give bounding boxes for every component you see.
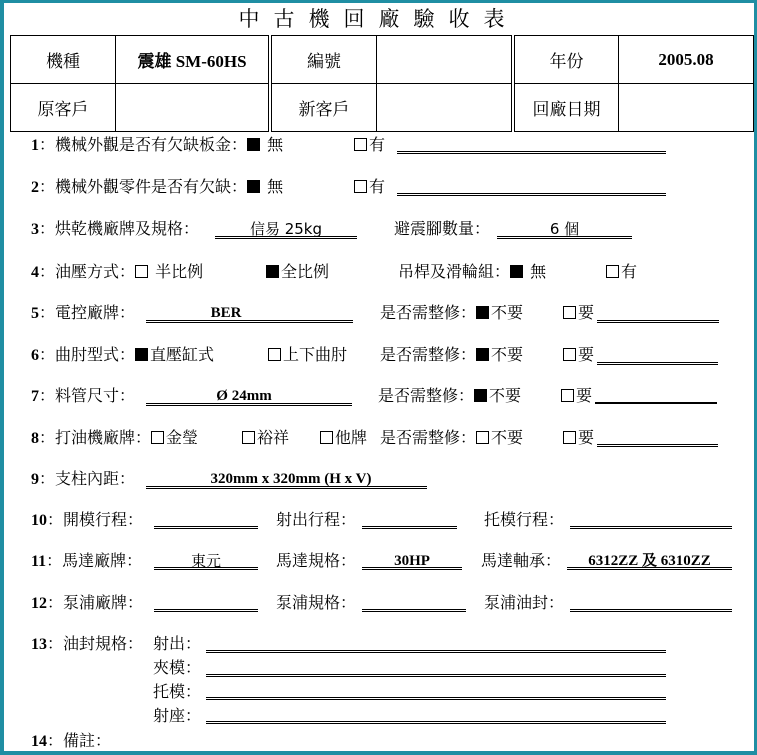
item-8-repair-line[interactable]	[597, 444, 718, 447]
checkbox-repair[interactable]	[563, 431, 576, 444]
ejector-stroke-line[interactable]	[570, 526, 732, 529]
tie-bar-distance-line	[146, 486, 427, 489]
tie-bar-distance-value[interactable]: 320mm x 320mm (H x V)	[210, 471, 372, 487]
seal-carriage-line[interactable]	[206, 721, 666, 724]
item-2	[31, 176, 283, 199]
motor-spec-line	[362, 567, 462, 570]
option-label: 不要	[491, 428, 524, 447]
repair-label: 是否需整修：	[380, 345, 477, 364]
option-label: 不要	[491, 345, 524, 364]
option-label: 要	[578, 345, 595, 364]
item-6-repair-line[interactable]	[597, 362, 718, 365]
header-table	[10, 35, 754, 132]
checkbox-repair[interactable]	[561, 389, 574, 402]
item-10	[31, 509, 143, 532]
seal-clamp-label: 夾模：	[153, 658, 202, 677]
checkbox-crane-none-checked[interactable]	[510, 265, 523, 278]
new-customer-value[interactable]	[377, 84, 514, 132]
option-label: 無	[530, 262, 547, 281]
item-number: 2	[31, 179, 39, 196]
new-customer-label: 新客戶	[270, 84, 377, 132]
form-title: 中古機回廠驗收表	[238, 7, 519, 31]
model-label: 機種	[11, 36, 116, 84]
year-label: 年份	[513, 36, 619, 84]
item-number: 13	[31, 636, 47, 653]
item-3	[31, 218, 199, 241]
item-5-repair-yes	[563, 302, 594, 324]
model-value[interactable]: 震雄 SM-60HS	[116, 36, 271, 84]
item-8	[31, 427, 198, 450]
checkbox-brand-jinying[interactable]	[151, 431, 164, 444]
item-label: ：油封規格：	[47, 634, 144, 653]
option-label: 他牌	[335, 428, 368, 447]
dryer-brand-value[interactable]: 信易 25kg	[249, 220, 323, 238]
item-label: ：打油機廠牌：	[39, 428, 152, 447]
motor-brand-line	[154, 567, 258, 570]
item-6-toggle	[268, 344, 347, 366]
repair-label: 是否需整修：	[380, 428, 477, 447]
option-label: 上下曲肘	[283, 345, 348, 364]
checkbox-no-repair-checked[interactable]	[476, 348, 489, 361]
checkbox-repair[interactable]	[563, 348, 576, 361]
serial-value[interactable]	[377, 36, 514, 84]
repair-label: 是否需整修：	[380, 303, 477, 322]
item-11	[31, 550, 142, 573]
item-1	[31, 134, 283, 157]
item-4-crane	[398, 261, 546, 283]
checkbox-crane-yes[interactable]	[606, 265, 619, 278]
item-label: ：支柱內距：	[39, 469, 136, 488]
item-7-repair-line[interactable]	[595, 402, 717, 404]
item-2-yes	[354, 176, 385, 198]
item-number: 10	[31, 512, 47, 529]
dryer-brand-line	[215, 236, 357, 239]
injection-stroke-line[interactable]	[362, 526, 457, 529]
year-value[interactable]: 2005.08	[619, 36, 754, 84]
orig-customer-value[interactable]	[116, 84, 271, 132]
item-number: 3	[31, 221, 39, 238]
item-number: 11	[31, 553, 47, 570]
item-7	[31, 385, 135, 408]
item-8-opt-c	[320, 427, 367, 449]
item-label: ：電控廠牌：	[39, 303, 136, 322]
option-label: 要	[576, 386, 593, 405]
item-label: ：料管尺寸：	[39, 386, 136, 405]
item-number: 14	[31, 733, 47, 750]
motor-bearing-line	[567, 567, 732, 570]
checkbox-repair[interactable]	[563, 306, 576, 319]
item-7-repair	[378, 385, 521, 407]
item-number: 9	[31, 471, 39, 488]
item-8-repair-yes	[563, 427, 594, 449]
pump-seal-line[interactable]	[570, 609, 732, 612]
item-4-full	[266, 261, 329, 283]
ejector-stroke-label: 托模行程：	[484, 510, 565, 529]
option-label: 不要	[491, 303, 524, 322]
item-1-yes	[354, 134, 385, 156]
opening-stroke-line[interactable]	[154, 526, 258, 529]
checkbox-no-repair-checked[interactable]	[474, 389, 487, 402]
pump-spec-label: 泵浦規格：	[276, 593, 357, 612]
option-label: 直壓缸式	[150, 345, 215, 364]
barrel-size-value[interactable]: Ø 24mm	[216, 388, 272, 404]
item-number: 7	[31, 388, 39, 405]
item-label: ：開模行程：	[47, 510, 144, 529]
checkbox-yes[interactable]	[354, 138, 367, 151]
shock-feet-label: 避震腳數量：	[394, 219, 491, 238]
seal-injection-line[interactable]	[206, 650, 666, 653]
item-label: ：烘乾機廠牌及規格：	[39, 219, 200, 238]
item-label: ：機械外觀零件是否有欠缺：	[39, 177, 248, 196]
checkbox-full-proportional-checked[interactable]	[266, 265, 279, 278]
pump-spec-line[interactable]	[362, 609, 466, 612]
checkbox-half-proportional[interactable]	[135, 265, 148, 278]
seal-ejector-label: 托模：	[153, 682, 202, 701]
item-8-repair	[380, 427, 523, 449]
pump-brand-line[interactable]	[154, 609, 258, 612]
item-4	[31, 261, 203, 284]
option-label: 要	[578, 303, 595, 322]
option-label: 無	[267, 135, 284, 154]
option-label: 不要	[489, 386, 522, 405]
item-label: ：油壓方式：	[39, 262, 136, 281]
item-9	[31, 468, 135, 491]
item-6	[31, 344, 214, 367]
item-label: ：備註：	[47, 731, 112, 750]
crane-label: 吊桿及滑輪組：	[398, 262, 511, 281]
motor-spec-value[interactable]: 30HP	[394, 553, 430, 569]
item-number: 4	[31, 264, 39, 281]
checkbox-yes[interactable]	[354, 180, 367, 193]
control-brand-line	[146, 320, 353, 323]
repair-label: 是否需整修：	[378, 386, 475, 405]
seal-carriage-label: 射座：	[153, 706, 202, 725]
item-7-repair-yes	[561, 385, 592, 407]
item-5-repair	[380, 302, 523, 324]
item-number: 8	[31, 430, 39, 447]
return-date-label: 回廠日期	[513, 84, 619, 132]
checkbox-no-repair[interactable]	[476, 431, 489, 444]
item-6-repair	[380, 344, 523, 366]
motor-bearing-value[interactable]: 6312ZZ 及 6310ZZ	[588, 553, 711, 569]
option-label: 無	[267, 177, 284, 196]
item-2-blank-line[interactable]	[397, 193, 666, 196]
seal-injection-label: 射出：	[153, 634, 202, 653]
item-label: ：馬達廠牌：	[46, 551, 143, 570]
checkbox-direct-cylinder-checked[interactable]	[135, 348, 148, 361]
item-6-repair-yes	[563, 344, 594, 366]
control-brand-value[interactable]: BER	[210, 305, 242, 321]
shock-feet-value[interactable]: 6 個	[549, 220, 580, 238]
serial-label: 編號	[270, 36, 377, 84]
injection-stroke-label: 射出行程：	[276, 510, 357, 529]
option-label: 全比例	[281, 262, 330, 281]
option-label: 要	[578, 428, 595, 447]
item-label: ：機械外觀是否有欠缺板金：	[39, 135, 248, 154]
seal-ejector-line[interactable]	[206, 697, 666, 700]
orig-customer-label: 原客戶	[11, 84, 116, 132]
item-14	[31, 730, 111, 753]
item-4-crane-yes	[606, 261, 637, 283]
option-label: 金瑩	[166, 428, 199, 447]
motor-bearing-label: 馬達軸承：	[481, 551, 562, 570]
item-number: 12	[31, 595, 47, 612]
item-number: 6	[31, 347, 39, 364]
item-number: 5	[31, 305, 39, 322]
option-label: 裕祥	[257, 428, 290, 447]
seal-clamp-line[interactable]	[206, 674, 666, 677]
checkbox-none-checked[interactable]	[247, 180, 260, 193]
return-date-value[interactable]	[619, 84, 754, 132]
item-number: 1	[31, 137, 39, 154]
item-12	[31, 592, 143, 615]
item-5-repair-line[interactable]	[597, 320, 719, 323]
item-1-blank-line[interactable]	[397, 151, 666, 154]
pump-seal-label: 泵浦油封：	[484, 593, 565, 612]
checkbox-toggle-type[interactable]	[268, 348, 281, 361]
barrel-size-line	[146, 403, 352, 406]
checkbox-brand-yuxiang[interactable]	[242, 431, 255, 444]
checkbox-no-repair-checked[interactable]	[476, 306, 489, 319]
shock-feet-line	[497, 236, 632, 239]
item-8-opt-b	[242, 427, 289, 449]
checkbox-brand-other[interactable]	[320, 431, 333, 444]
option-label: 有	[369, 177, 386, 196]
checkbox-none-checked[interactable]	[247, 138, 260, 151]
item-label: ：曲肘型式：	[39, 345, 136, 364]
option-label: 有	[369, 135, 386, 154]
item-label: ：泵浦廠牌：	[47, 593, 144, 612]
motor-spec-label: 馬達規格：	[276, 551, 357, 570]
item-5	[31, 302, 135, 325]
option-label: 半比例	[155, 262, 204, 281]
item-13	[31, 633, 143, 656]
option-label: 有	[621, 262, 638, 281]
motor-brand-value[interactable]: 東元	[190, 552, 221, 570]
